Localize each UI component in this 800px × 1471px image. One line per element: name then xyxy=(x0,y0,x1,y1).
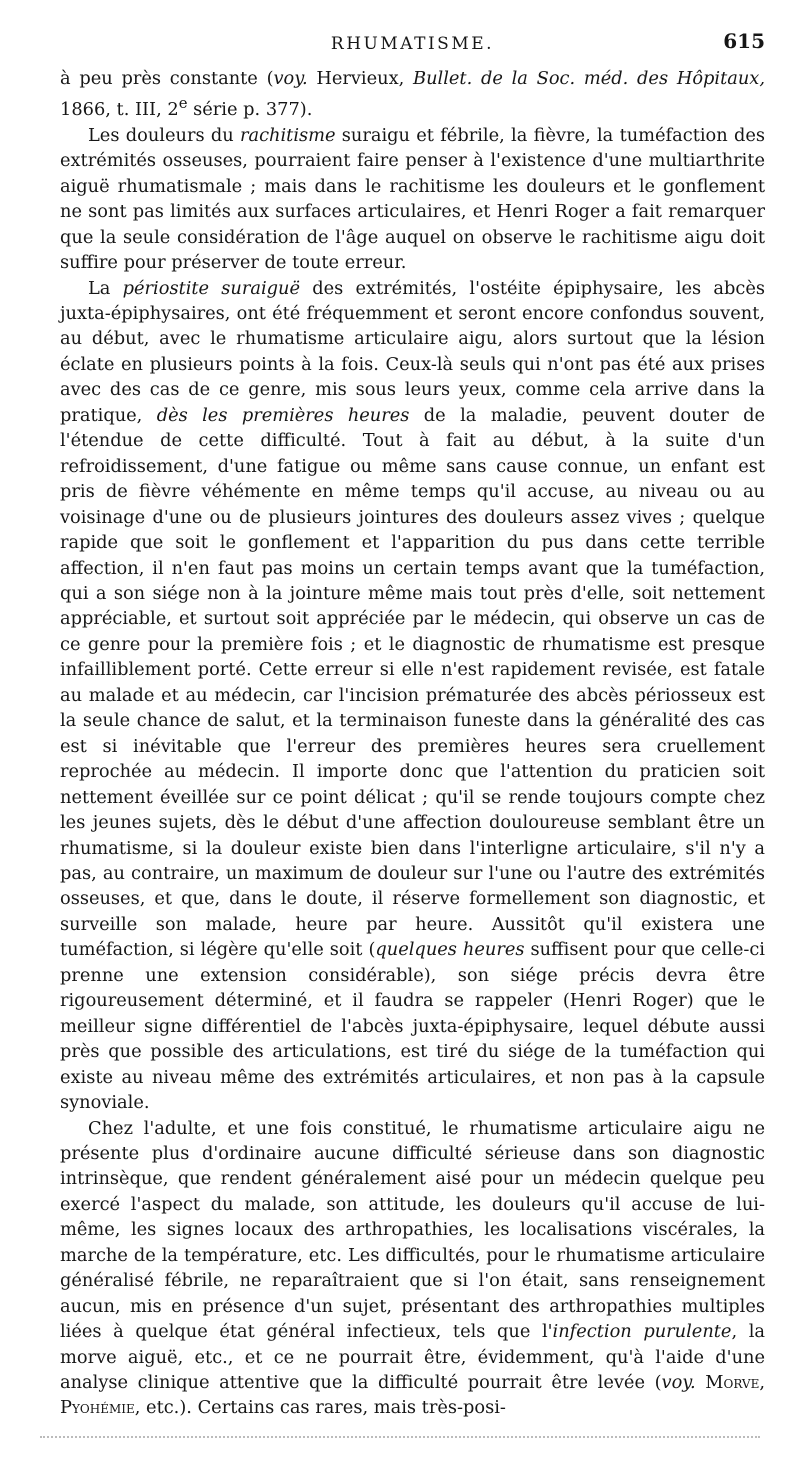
italic-run: rachitisme xyxy=(239,124,336,146)
running-title: RHUMATISME. xyxy=(330,34,495,54)
text-run: Les douleurs du xyxy=(88,124,240,146)
text-run: La xyxy=(88,277,123,299)
footer-rule xyxy=(40,1436,760,1438)
text-run: , xyxy=(759,1372,766,1394)
paragraph-2 xyxy=(60,123,765,276)
italic-run: infection purulente xyxy=(552,1321,732,1343)
italic-run: voy. xyxy=(273,68,308,89)
paragraph-3 xyxy=(60,276,765,1116)
paragraph-4 xyxy=(60,1116,765,1421)
text-run: suffisent pour que celle-ci prenne une extension considérable), son siége précis devra être rigoureusement déterminé, et il faudra se rappeler (Henri Roger) que le meilleur signe différentiel de l'abcès juxta-épiphysaire, lequel débute aussi près que possible des articulations, est tiré du siége de la tuméfaction qui existe au niveau même des extrémités articulaires, et non pas à la capsule synoviale. xyxy=(60,939,765,1114)
text-run: , etc.). Certains cas rares, mais très-posi- xyxy=(134,1397,506,1419)
italic-run: quelques heures xyxy=(375,939,525,961)
text-run xyxy=(696,1372,706,1393)
body-text xyxy=(60,66,765,1421)
text-run: à peu près constante ( xyxy=(60,68,274,89)
text-run: Hervieux, xyxy=(307,68,414,89)
text-run: des extrémités, l'ostéite épiphysaire, les abcès juxta-épiphysaires, ont été fréquemment et seront encore confondus souvent, au début, avec le rhumatisme articulaire aigu, alors surtout que la lésion éclate en plusieurs points à la fois. Ceux-là seuls qui n'ont pas été aux prises avec des cas de ce genre, mis sous leurs yeux, comme cela arrive dans la pratique, xyxy=(60,277,765,426)
page-header xyxy=(60,26,765,62)
page-number: 615 xyxy=(723,29,765,53)
italic-run: voy. xyxy=(661,1372,696,1394)
italic-run: Bullet. de la Soc. méd. des Hôpitaux, xyxy=(413,68,765,89)
text-run: , la morve aiguë, etc., et ce ne pourrait être, évidemment, qu'à l'aide d'une analyse clinique attentive que la difficulté pourrait être levée ( xyxy=(60,1321,766,1394)
italic-run: périostite suraiguë xyxy=(122,277,301,299)
text-run: 1866, t. III, 2 xyxy=(60,99,179,121)
text-run: de la maladie, peuvent douter de l'étendue de cette difficulté. Tout à fait au début, à la suite d'un refroidissement, d'une fatigue ou même sans cause connue, un enfant est pris de fièvre véhémente en même temps qu'il accuse, au niveau ou au voisinage d'une ou de plusieurs jointures des douleurs assez vives ; quelque rapide que soit le gonflement et l'apparition du pus dans cette terrible affection, il n'en faut pas moins un certain temps avant que la tuméfaction, qui a son siége non à la jointure même mais tout près d'elle, soit nettement appréciable, et surtout soit appréciée par le médecin, qui observe un cas de ce genre pour la première fois ; et le diagnostic de rhumatisme est presque infailliblement porté. Cette erreur si elle n'est rapidement revisée, est fatale au malade et au médecin, car l'incision prématurée des abcès périosseux est la seule chance de salut, et la terminaison funeste dans la généralité des cas est si inévitable que l'erreur des premières heures sera cruellement reprochée au médecin. Il importe donc que l'attention du praticien soit nettement éveillée sur ce point délicat ; qu'il se rende toujours compte chez les jeunes sujets, dès le début d'une affection douloureuse semblant être un rhumatisme, si la douleur existe bien dans l'interligne articulaire, s'il n'y a pas, au contraire, un maximum de douleur sur l'une ou l'autre des extrémités osseuses, et que, dans le doute, il réserve formellement son diagnostic, et surveille son malade, heure par heure. Aussitôt qu'il existera une tuméfaction, si légère qu'elle soit ( xyxy=(60,404,765,961)
text-run: série p. 377). xyxy=(187,99,313,121)
smallcaps-run: Morve xyxy=(705,1372,760,1394)
text-run: suraigu et fébrile, la fièvre, la tuméfaction des extrémités osseuses, pourraient faire penser à l'existence d'une multiarthrite aiguë rhumatismale ; mais dans le rachitisme les douleurs et le gonflement ne sont pas limités aux surfaces articulaires, et Henri Roger a fait remarquer que la seule considération de l'âge auquel on observe le rachitisme aigu doit suffire pour préserver de toute erreur. xyxy=(60,124,765,274)
smallcaps-run: Pyohémie xyxy=(60,1397,135,1419)
paragraph-1 xyxy=(60,66,765,123)
text-run: Chez l'adulte, et une fois constitué, le rhumatisme articulaire aigu ne présente plus d'ordinaire aucune difficulté sérieuse dans son diagnostic intrinsèque, que rendent généralement aisé pour un médecin quelque peu exercé l'aspect du malade, son attitude, les douleurs qu'il accuse de lui-même, les signes locaux des arthropathies, les localisations viscérales, la marche de la température, etc. Les difficultés, pour le rhumatisme articulaire généralisé fébrile, ne reparaîtraient que si l'on était, sans renseignement aucun, mis en présence d'un sujet, présentant des arthropathies multiples liées à quelque état général infectieux, tels que l' xyxy=(60,1117,765,1343)
superscript-run: e xyxy=(178,95,188,113)
italic-run: dès les premières heures xyxy=(156,404,410,426)
